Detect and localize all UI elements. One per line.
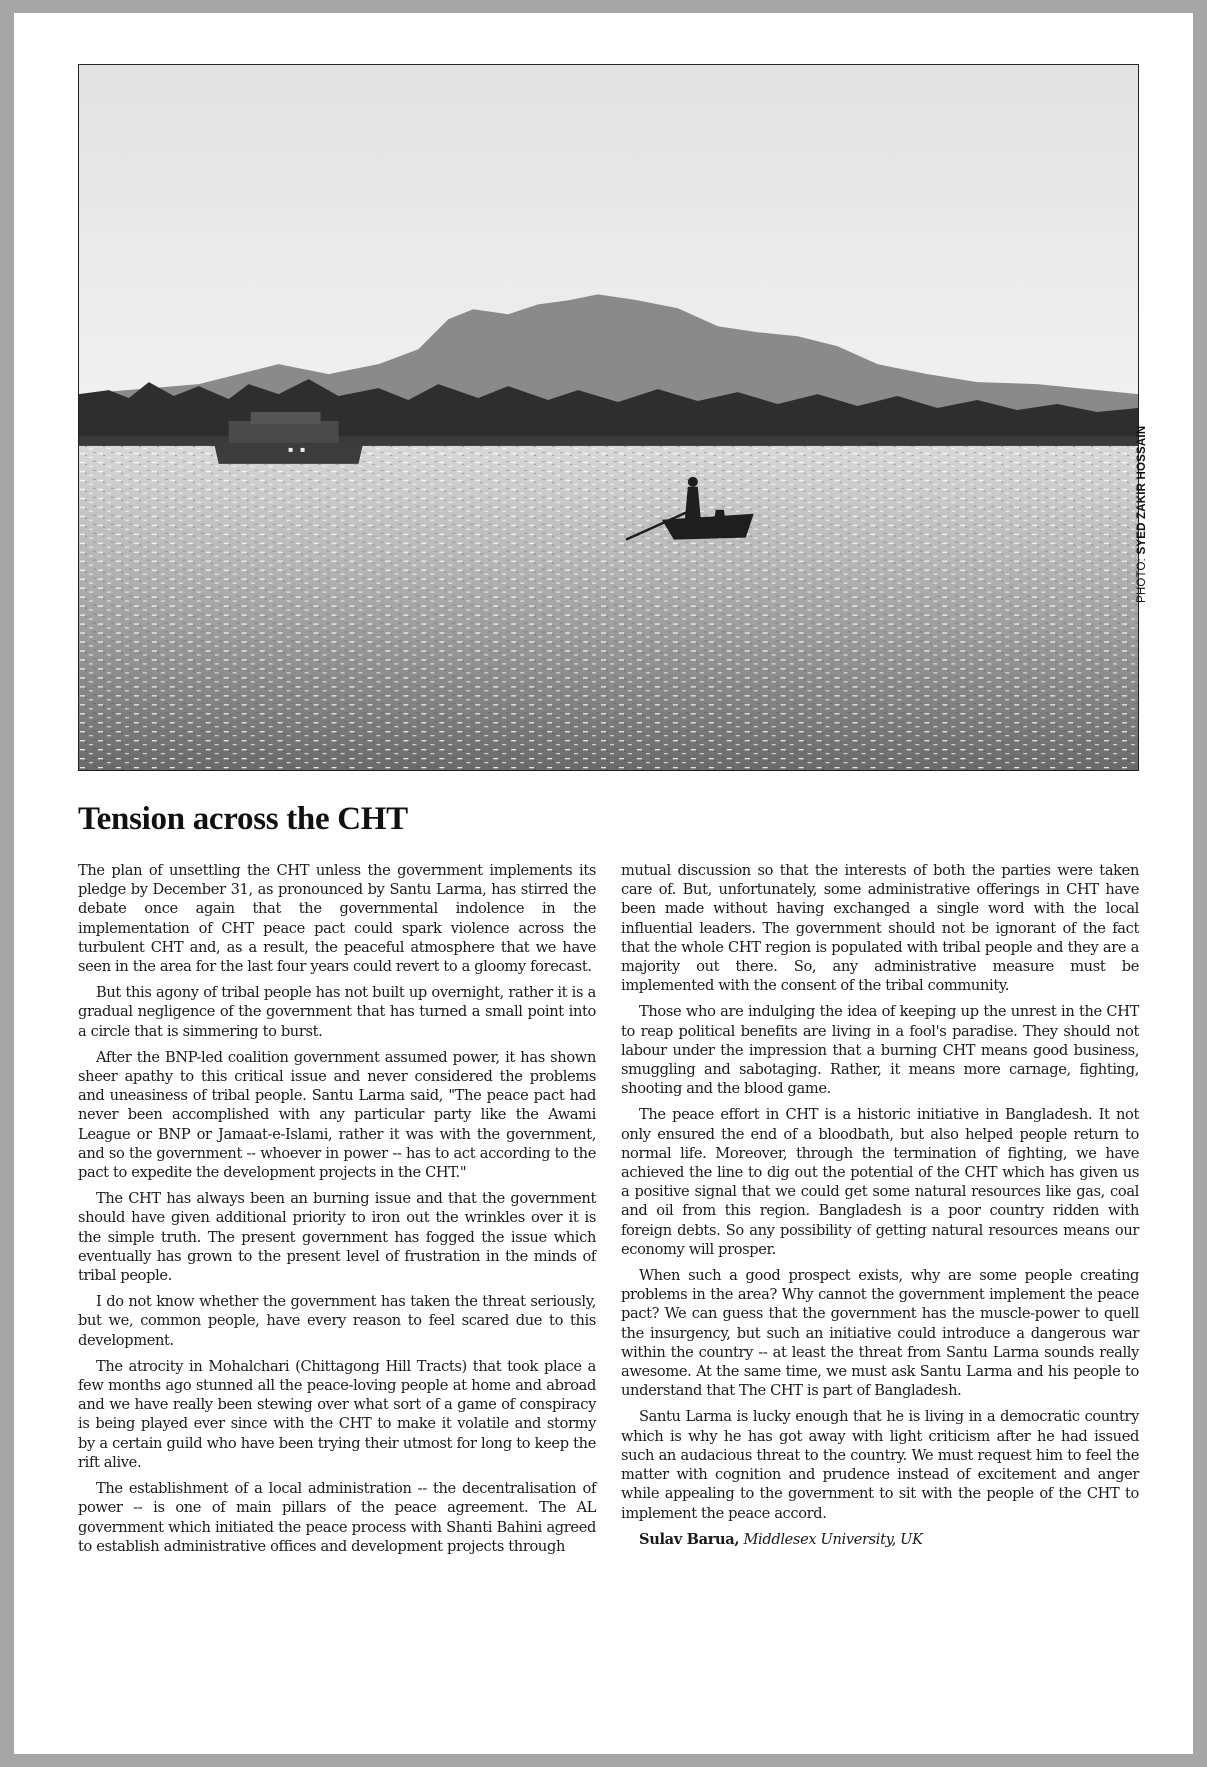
article-paragraph: Santu Larma is lucky enough that he is living in a democratic country which is why he has got away with light criticism after he had issued such an audacious threat to the country. We must request him to feel the matter with cognition and prudence instead of excitement and anger while appealing to the government to sit with the people of the CHT to implement the peace accord.: [621, 1408, 1139, 1522]
lake-photo: [78, 64, 1139, 771]
article-paragraph: The establishment of a local administration -- the decentralisation of power -- is one of main pillars of the peace agreement. The AL government which initiated the peace process with Shanti Bahini agreed to establish administrative offices and development projects through: [78, 1480, 596, 1555]
article-paragraph: When such a good prospect exists, why are some people creating problems in the area? Why cannot the government implement the peace pact? We can guess that the government has the muscle-power to quell the insurgency, but such an initiative could introduce a dangerous war within the country -- at least the threat from Santu Larma sounds really awesome. At the same time, we must ask Santu Larma and his people to understand that The CHT is part of Bangladesh.: [621, 1267, 1139, 1400]
photo-credit-prefix: PHOTO:: [1136, 557, 1148, 603]
article-paragraph: I do not know whether the government has taken the threat seriously, but we, common people, have every reason to feel scared due to this development.: [78, 1293, 596, 1349]
lake-photo-image: [79, 65, 1138, 770]
article-paragraph-continued: mutual discussion so that the interests of both the parties were taken care of. But, unfortunately, some administrative offerings in CHT have been made without having exchanged a single word with the local influential leaders. The government should not be ignorant of the fact that the whole CHT region is populated with tribal people and they are a majority out there. So, any administrative measure must be implemented with the consent of the tribal community.: [621, 862, 1139, 995]
author-name: Sulav Barua,: [639, 1530, 740, 1548]
photo-credit-name: SYED ZAKIR HOSSAIN: [1136, 425, 1148, 555]
author-affiliation: Middlesex University, UK: [743, 1530, 923, 1548]
newspaper-page: [14, 13, 1193, 1754]
article-paragraph: The peace effort in CHT is a historic initiative in Bangladesh. It not only ensured the end of a bloodbath, but also helped people return to normal life. Moreover, through the termination of fighting, we have achieved the line to dig out the potential of the CHT which has given us a positive signal that we could get some natural resources like gas, coal and oil from this region. Bangladesh is a poor country ridden with foreign debts. So any possibility of getting natural resources means our economy will prosper.: [621, 1106, 1139, 1258]
article-paragraph: But this agony of tribal people has not built up overnight, rather it is a gradual negligence of the government that has turned a small point into a circle that is simmering to burst.: [78, 984, 596, 1040]
article-paragraph: The plan of unsettling the CHT unless the government implements its pledge by December 31, as pronounced by Santu Larma, has stirred the debate once again that the governmental indolence in the implementation of CHT peace pact could spark violence across the turbulent CHT and, as a result, the peaceful atmosphere that we have seen in the area for the last four years could revert to a gloomy forecast.: [78, 862, 596, 976]
article-column-right: [621, 861, 1139, 1556]
article-paragraph: The atrocity in Mohalchari (Chittagong Hill Tracts) that took place a few months ago stunned all the peace-loving people at home and abroad and we have really been stewing over what sort of a game of conspiracy is being played ever since with the CHT to make it volatile and stormy by a certain guild who have been trying their utmost for long to keep the rift alive.: [78, 1357, 596, 1471]
article-paragraph: Those who are indulging the idea of keeping up the unrest in the CHT to reap political benefits are living in a fool's paradise. They should not labour under the impression that a burning CHT means good business, smuggling and sabotaging. Rather, it means more carnage, fighting, shooting and the blood game.: [621, 1003, 1139, 1098]
article-headline: Tension across the CHT: [78, 801, 408, 837]
article-paragraph: After the BNP-led coalition government assumed power, it has shown sheer apathy to this critical issue and never considered the problems and uneasiness of tribal people. Santu Larma said, "The peace pact had never been accomplished with any particular party like the Awami League or BNP or Jamaat-e-Islami, rather it was with the government, and so the government -- whoever in power -- has to act according to the pact to expedite the development projects in the CHT.": [78, 1048, 596, 1182]
author-signature: [621, 1530, 1139, 1549]
photo-credit: [1136, 425, 1154, 603]
article-paragraph: The CHT has always been an burning issue and that the government should have given additional priority to iron out the wrinkles over it is the simple truth. The present government has fogged the issue which eventually has grown to the present level of frustration in the minds of tribal people.: [78, 1190, 596, 1285]
article-column-left: [78, 861, 596, 1563]
